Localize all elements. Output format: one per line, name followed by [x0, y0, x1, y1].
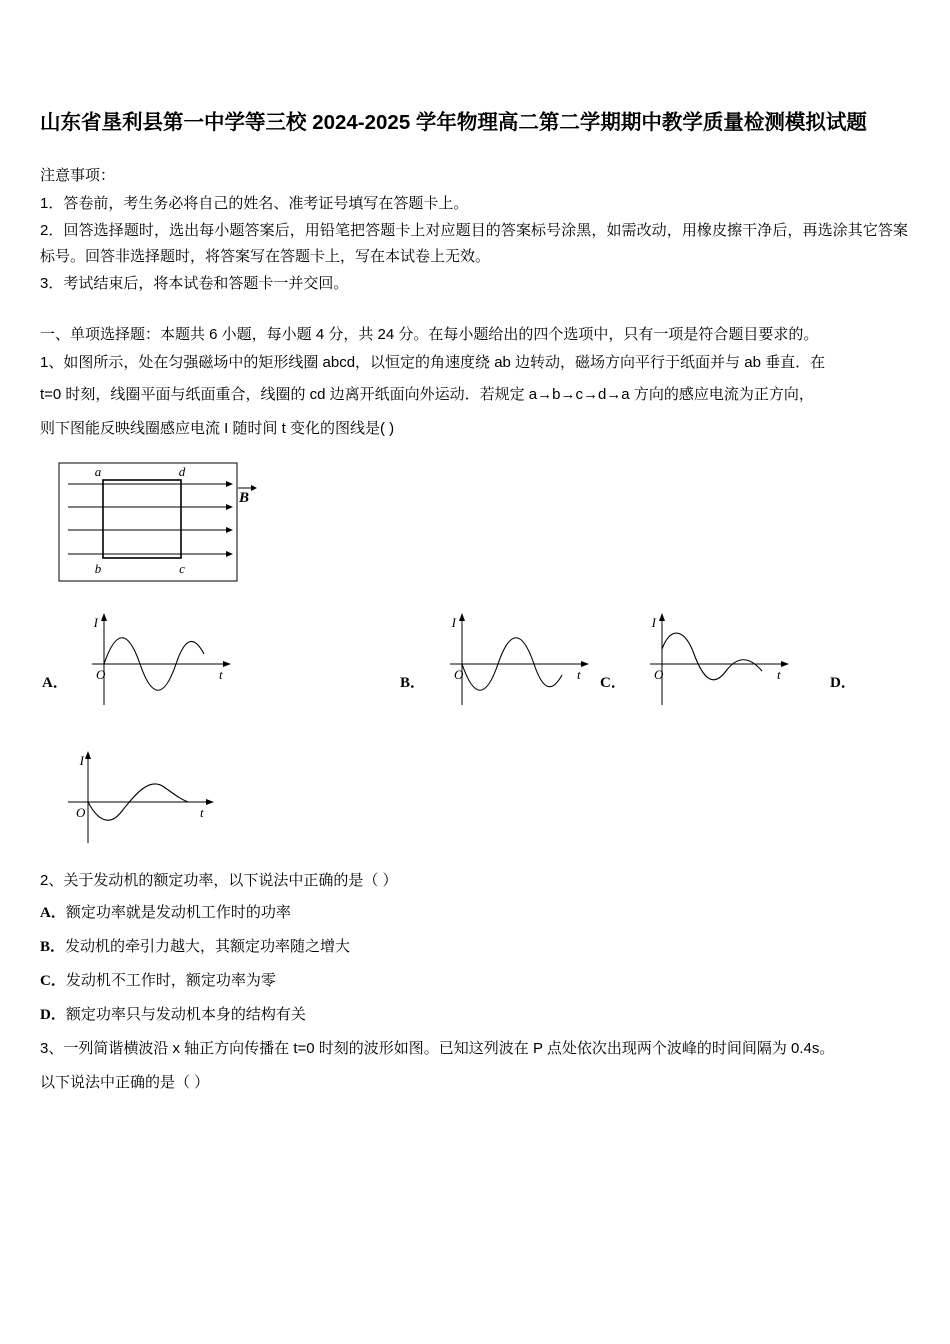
coil-label-c: c [179, 561, 185, 576]
field-label-B: B [239, 490, 250, 506]
axis-origin-O: O [96, 667, 106, 682]
notice-heading: 注意事项： [40, 167, 116, 184]
question-3-number: 3、 [40, 1040, 64, 1057]
coil-label-d: d [178, 464, 186, 479]
question-1-stem-line-2: t=0 时刻，线圈平面与纸面重合，线圈的 cd 边离开纸面向外运动．若规定 a→b→c→d→a 方向的感应电流为正方向， [40, 386, 814, 403]
choice-label-D: D． [830, 675, 856, 691]
question-3-stem-line-1 [40, 1032, 908, 1066]
axis-label-t: t [577, 667, 581, 682]
question-1-stem-line-3: 则下图能反映线圈感应电流 I 随时间 t 变化的图线是( ) [40, 420, 395, 437]
option-letter-A: A． [40, 905, 66, 921]
choice-label-A: A． [42, 675, 68, 691]
question-1-choices-row-2 [40, 747, 908, 862]
axis-origin-O: O [76, 805, 86, 820]
choice-graph-C[interactable] [640, 609, 792, 714]
question-2-option-A[interactable] [40, 896, 908, 930]
notice-line-3: 3．考试结束后，将本试卷和答题卡一并交回。 [40, 274, 349, 292]
question-2-text: 关于发动机的额定功率，以下说法中正确的是（ ） [63, 872, 398, 889]
option-letter-D: D． [40, 1007, 66, 1023]
question-1-number: 1、 [40, 354, 64, 371]
coil-label-b: b [94, 561, 102, 576]
option-text-D: 额定功率只与发动机本身的结构有关 [65, 1006, 306, 1023]
axis-label-I: I [651, 615, 656, 630]
axis-label-t: t [200, 805, 204, 820]
choice-graph-D[interactable] [60, 747, 220, 852]
axis-label-I: I [79, 753, 84, 768]
question-2-option-B[interactable] [40, 930, 908, 964]
coil-in-magnetic-field-figure [58, 462, 908, 587]
axis-label-I: I [93, 615, 98, 630]
page-title: 山东省垦利县第一中学等三校 2024-2025 学年物理高二第二学期期中教学质量检测模拟试题 [40, 111, 867, 134]
question-2-stem [40, 866, 908, 896]
question-3-stem-line-2: 以下说法中正确的是（ ） [40, 1074, 210, 1091]
question-3-text-1: 一列简谐横波沿 x 轴正方向传播在 t=0 时刻的波形如图。已知这列波在 P 点处依次出现两个波峰的时间间隔为 0.4s。 [63, 1040, 835, 1057]
notice-line-1: 1．答卷前，考生务必将自己的姓名、准考证号填写在答题卡上。 [40, 195, 469, 212]
axis-origin-O: O [454, 667, 464, 682]
option-text-B: 发动机的牵引力越大，其额定功率随之增大 [65, 938, 351, 955]
section-heading: 一、单项选择题：本题共 6 小题，每小题 4 分，共 24 分。在每小题给出的四个选项中，只有一项是符合题目要求的。 [40, 326, 819, 343]
axis-origin-O: O [654, 667, 664, 682]
question-2-option-C[interactable] [40, 964, 908, 998]
option-letter-B: B． [40, 939, 66, 955]
axis-label-t: t [777, 667, 781, 682]
option-text-C: 发动机不工作时，额定功率为零 [65, 972, 276, 989]
question-2-number: 2、 [40, 872, 64, 889]
question-1-choices-row-1 [40, 609, 908, 729]
option-letter-C: C． [40, 973, 66, 989]
choice-graph-B[interactable] [440, 609, 592, 714]
coil-label-a: a [94, 464, 102, 479]
question-1-stem-line-1 [40, 348, 908, 378]
option-text-A: 额定功率就是发动机工作时的功率 [65, 904, 291, 921]
choice-graph-A[interactable] [82, 609, 234, 714]
choice-label-C: C． [600, 675, 626, 691]
axis-label-t: t [219, 667, 223, 682]
question-1-text-1: 如图所示，处在匀强磁场中的矩形线圈 abcd，以恒定的角速度绕 ab 边转动，磁场方向平行于纸面并与 ab 垂直．在 [63, 354, 826, 371]
choice-label-B: B． [400, 675, 426, 691]
question-2-option-D[interactable] [40, 998, 908, 1032]
axis-label-I: I [451, 615, 456, 630]
document-content [40, 105, 908, 1100]
notice-line-2: 2．回答选择题时，选出每小题答案后，用铅笔把答题卡上对应题目的答案标号涂黑，如需改动，用橡皮擦干净后，再选涂其它答案标号。回答非选择题时，将答案写在答题卡上，写在本试卷上无效。 [40, 221, 908, 265]
